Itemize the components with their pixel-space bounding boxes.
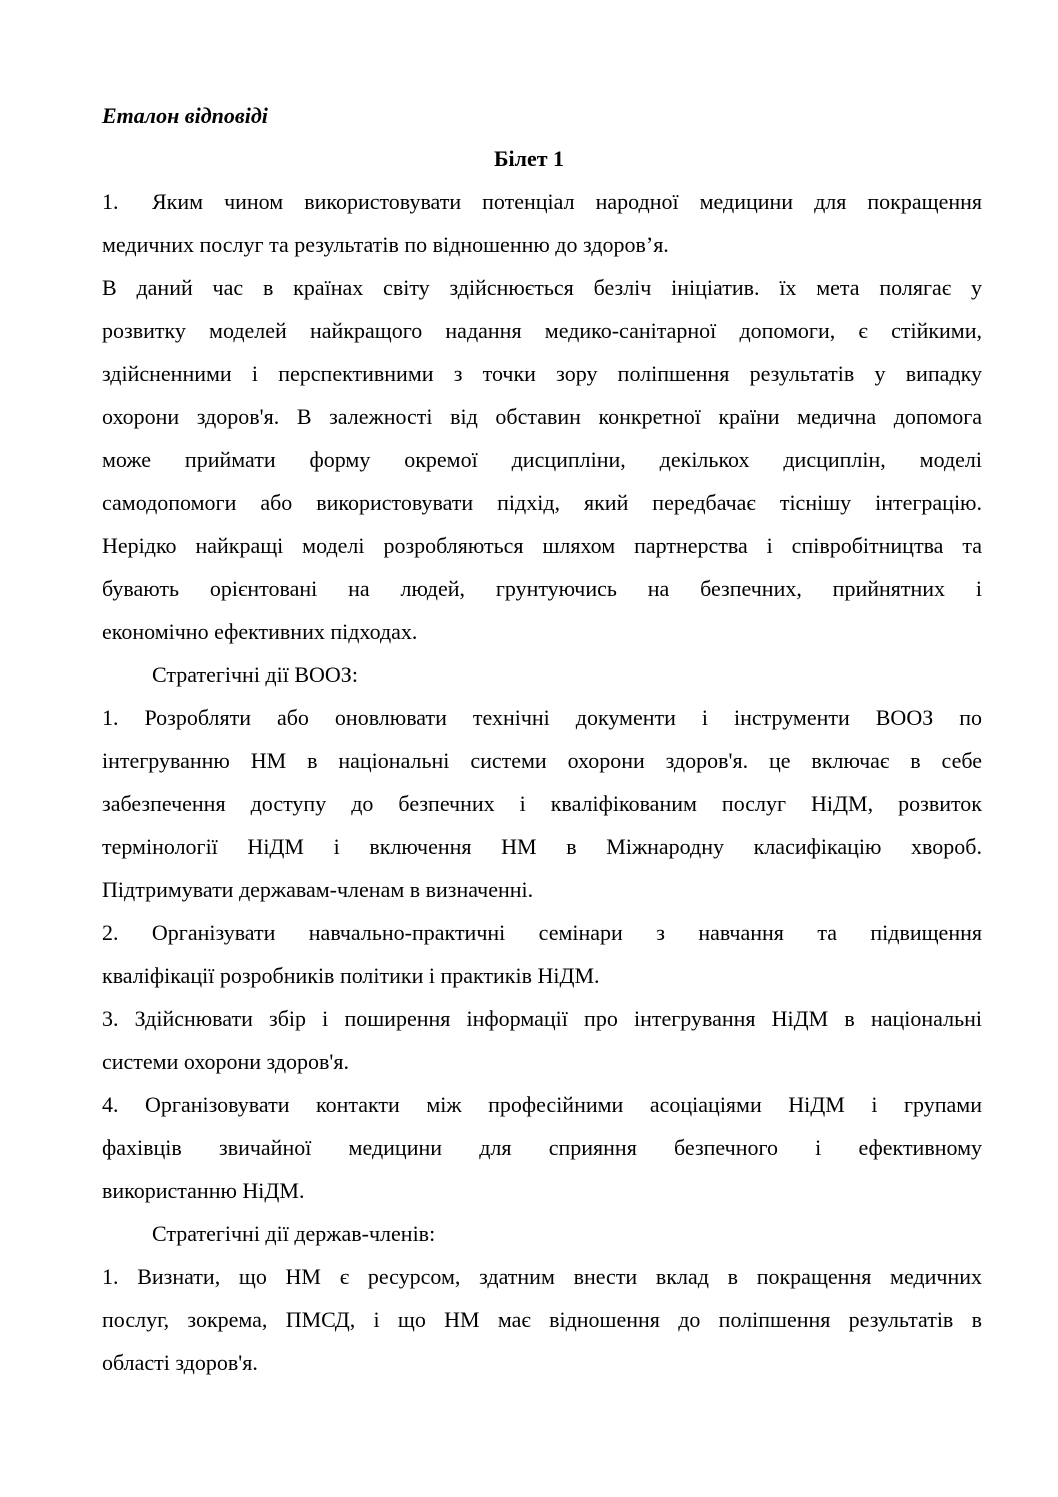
who-section (102, 653, 982, 1212)
question-number: 1. (102, 189, 119, 214)
members-heading: Стратегічні дії держав-членів: (152, 1221, 436, 1246)
answer-line: самодопомоги або використовувати підхід, який передбачає тіснішу інтеграцію. (102, 490, 982, 515)
who-item-line: забезпечення доступу до безпечних і кваліфікованим послуг НіДМ, розвиток (102, 791, 982, 816)
answer-line: охорони здоров'я. В залежності від обставин конкретної країни медична допомога (102, 404, 982, 429)
members-item-line: 1. Визнати, що НМ є ресурсом, здатним внести вклад в покращення медичних (102, 1264, 982, 1289)
question-line (102, 180, 982, 223)
question-line: медичних послуг та результатів по відношенню до здоров’я. (102, 232, 669, 257)
answer-paragraph (102, 266, 982, 653)
who-item-line: термінології НіДМ і включення НМ в Міжнародну класифікацію хвороб. (102, 834, 982, 859)
answer-line: розвитку моделей найкращого надання медико-санітарної допомоги, є стійкими, (102, 318, 982, 343)
who-item-line: 3. Здійснювати збір і поширення інформації про інтегрування НіДМ в національні (102, 1006, 982, 1031)
who-item-line: 1. Розробляти або оновлювати технічні документи і інструменти ВООЗ по (102, 705, 982, 730)
ticket-heading: Білет 1 (493, 146, 565, 171)
who-heading: Стратегічні дії ВООЗ: (152, 662, 358, 687)
who-item-line: кваліфікації розробників політики і практиків НіДМ. (102, 963, 600, 988)
who-item-line: 2. Організувати навчально-практичні семінари з навчання та підвищення (102, 920, 982, 945)
members-item-line: послуг, зокрема, ПМСД, і що НМ має відношення до поліпшення результатів в (102, 1307, 982, 1332)
who-item-line: системи охорони здоров'я. (102, 1049, 349, 1074)
answer-line: Нерідко найкращі моделі розробляються шляхом партнерства і співробітництва та (102, 533, 982, 558)
members-item-line: області здоров'я. (102, 1350, 258, 1375)
members-section (102, 1212, 982, 1384)
answer-line: бувають орієнтовані на людей, грунтуючись на безпечних, прийнятних і (102, 576, 982, 601)
answer-line: може приймати форму окремої дисципліни, декількох дисциплін, моделі (102, 447, 982, 472)
who-item-line: фахівців звичайної медицини для сприяння безпечного і ефективному (102, 1135, 982, 1160)
who-item-line: інтегруванню НМ в національні системи охорони здоров'я. це включає в себе (102, 748, 982, 773)
answer-line: В даний час в країнах світу здійснюється безліч ініціатив. їх мета полягає у (102, 275, 982, 300)
question-paragraph (102, 180, 982, 266)
question-text: Яким чином використовувати потенціал народної медицини для покращення (152, 189, 982, 214)
who-item-line: Підтримувати державам-членам в визначенні. (102, 877, 534, 902)
who-item-line: використанню НіДМ. (102, 1178, 305, 1203)
answer-line: здійсненними і перспективними з точки зору поліпшення результатів у випадку (102, 361, 982, 386)
answer-line: економічно ефективних підходах. (102, 619, 418, 644)
document-title: Еталон відповіді (102, 103, 268, 128)
who-item-line: 4. Організовувати контакти між професійними асоціаціями НіДМ і групами (102, 1092, 982, 1117)
